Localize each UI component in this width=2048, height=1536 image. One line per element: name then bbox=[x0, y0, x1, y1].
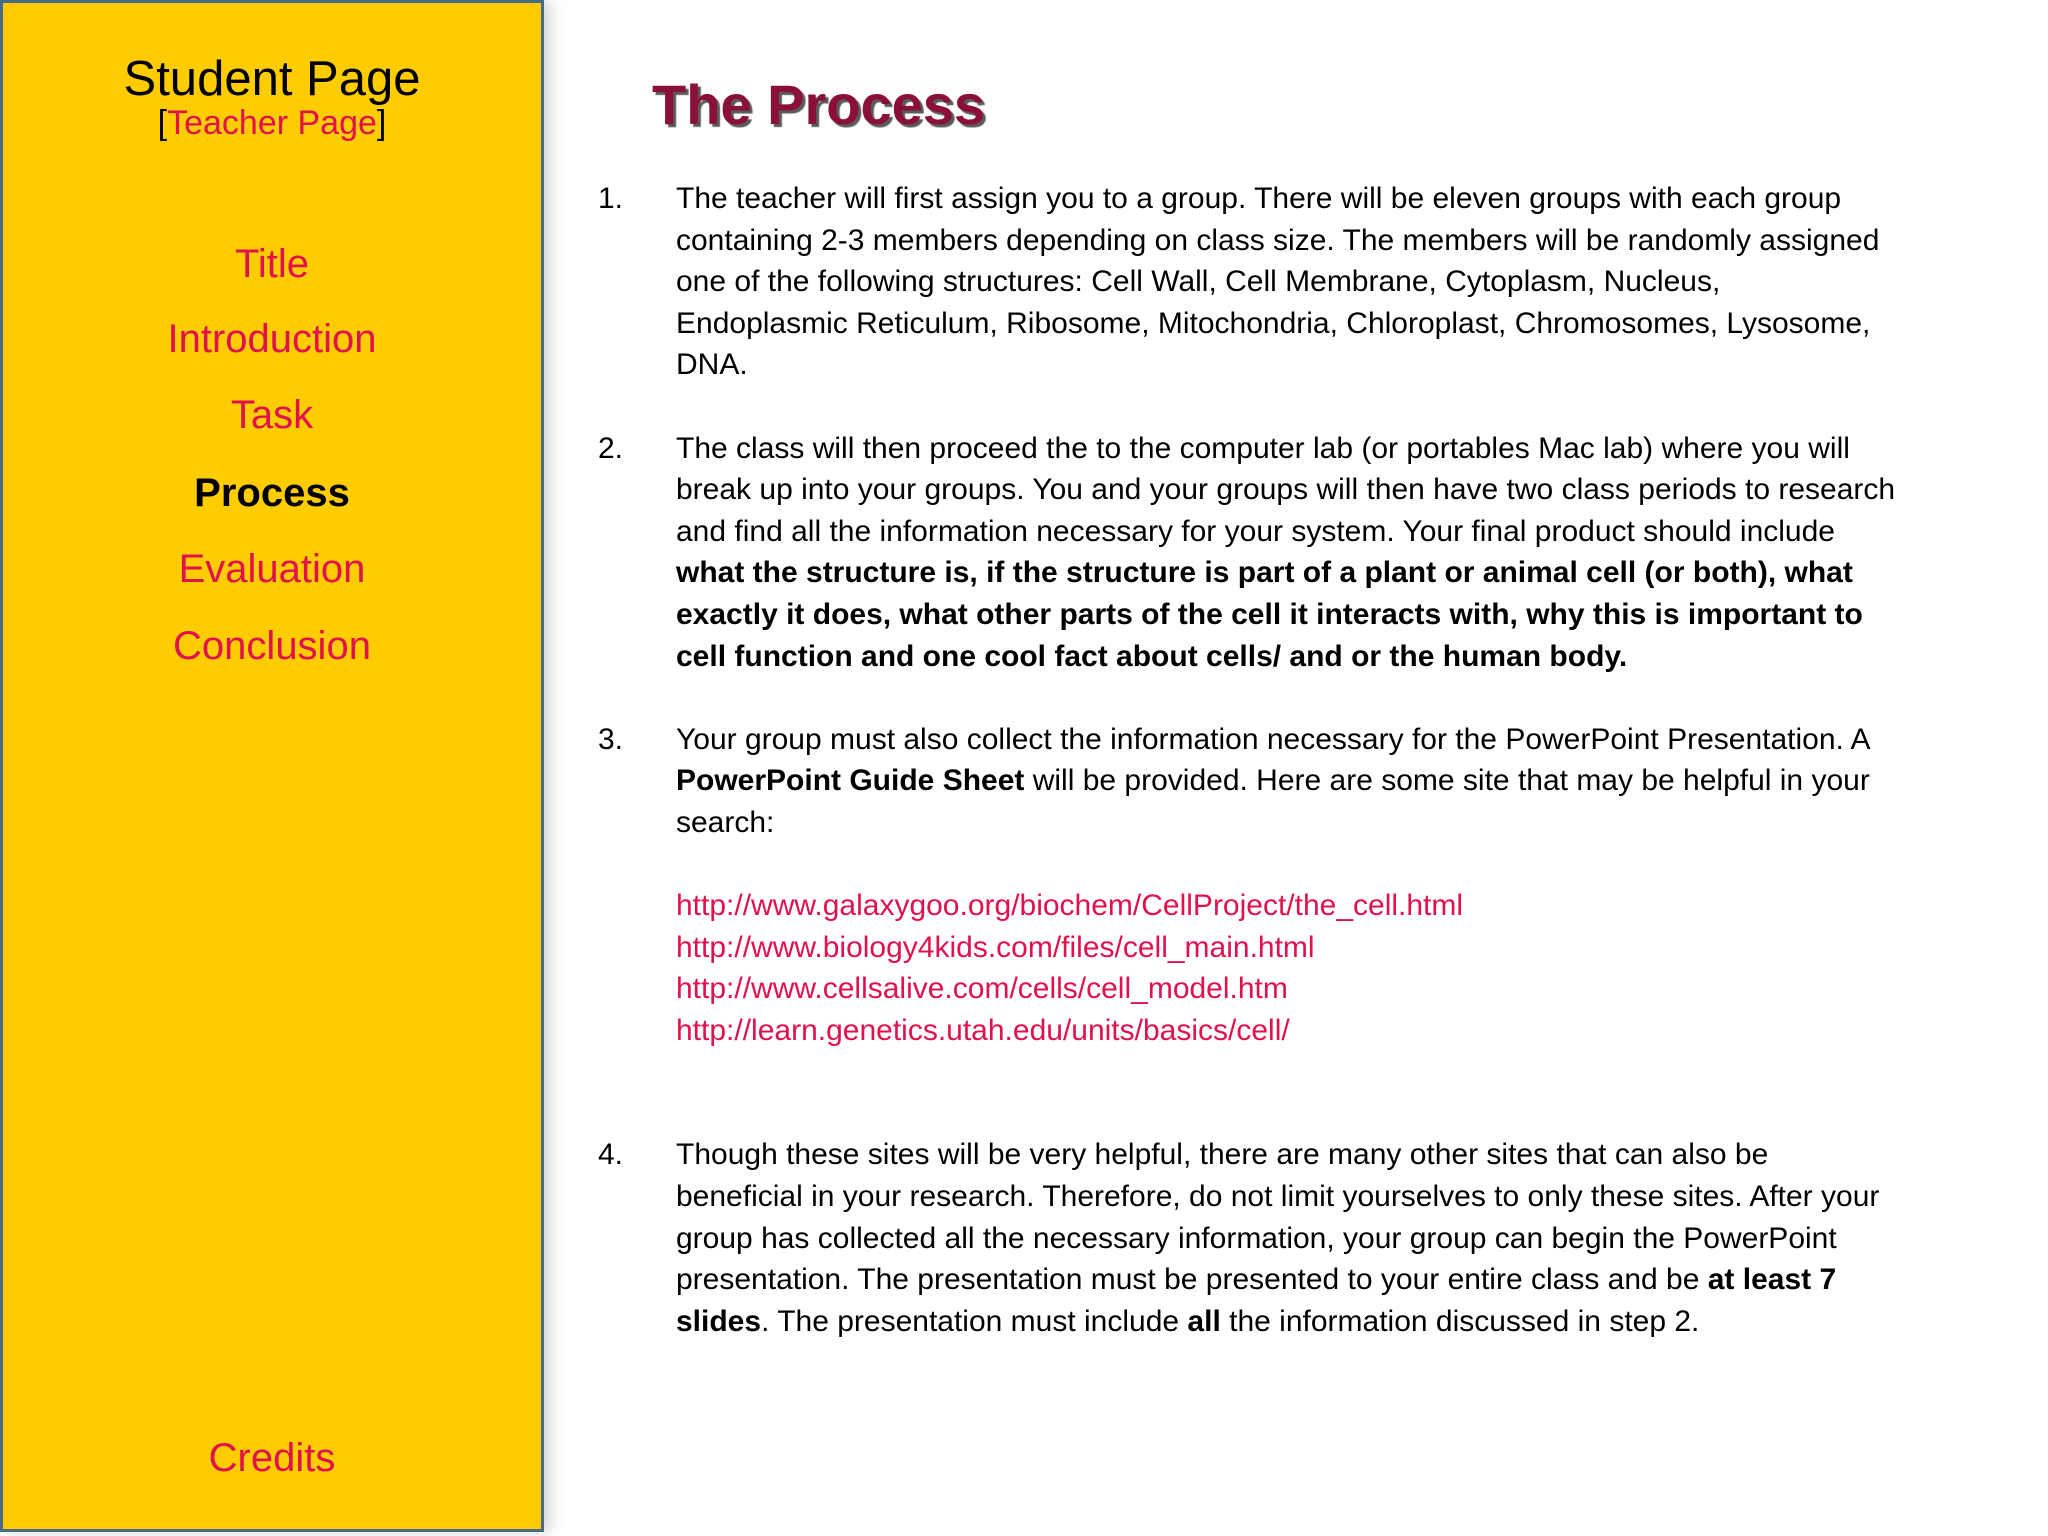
page-title: The Process bbox=[652, 73, 986, 136]
step-text-plain: The class will then proceed the to the computer lab (or portables Mac lab) where you will break up into your groups. You and your groups will then have two class periods to research and find all the information necessary for your system. Your final product should include bbox=[676, 431, 1896, 548]
step-text-plain: Though these sites will be very helpful, there are many other sites that can also be beneficial in your research. Therefore, do not limit yourselves to only these sites. After your group has collected all the necessary information, your group can begin the PowerPoint presentation. The presentation must be presented to your entire class and be bbox=[676, 1138, 1880, 1297]
step-3 bbox=[598, 719, 1898, 1052]
nav-introduction-link[interactable]: Introduction bbox=[167, 317, 377, 361]
step-text-bold: PowerPoint Guide Sheet bbox=[676, 764, 1025, 798]
resource-link[interactable]: http://www.biology4kids.com/files/cell_main.html bbox=[676, 930, 1315, 964]
bracket-close: ] bbox=[376, 104, 387, 142]
step-text: The teacher will first assign you to a group. There will be eleven groups with each group containing 2-3 members depending on class size. The members will be randomly assigned one of the following structures: Cell Wall, Cell Membrane, Cytoplasm, Nucleus, Endoplasmic Reticulum, Ribosome, Mitochondria, Chloroplast, Chromosomes, Lysosome, DNA. bbox=[676, 182, 1880, 382]
bracket-open: [ bbox=[157, 104, 168, 142]
teacher-page-line bbox=[3, 101, 541, 145]
step-number: 2. bbox=[598, 431, 624, 465]
step-text bbox=[676, 1134, 1898, 1342]
step-text bbox=[676, 719, 1898, 844]
step-text-plain: . The presentation must include bbox=[761, 1304, 1188, 1338]
resource-link[interactable]: http://www.cellsalive.com/cells/cell_model.htm bbox=[676, 972, 1288, 1006]
nav-title-link[interactable]: Title bbox=[234, 242, 310, 286]
step-4 bbox=[598, 1134, 1898, 1342]
step-text-plain: the information discussed in step 2. bbox=[1220, 1304, 1700, 1338]
step-1 bbox=[598, 178, 1898, 386]
sidebar bbox=[0, 0, 544, 1532]
step-2 bbox=[598, 428, 1898, 678]
nav-task-link[interactable]: Task bbox=[230, 393, 314, 437]
step-text-bold: what the structure is, if the structure is part of a plant or animal cell (or both), what exactly it does, what other parts of the cell it interacts with, why this is important to cell function and one cool fact about cells/ and or the human body. bbox=[676, 556, 1863, 673]
step-text-plain: Your group must also collect the information necessary for the PowerPoint Presentation. A bbox=[676, 722, 1869, 756]
step-text-bold: all bbox=[1187, 1304, 1221, 1338]
nav-conclusion-link[interactable]: Conclusion bbox=[173, 624, 371, 668]
nav-evaluation-link[interactable]: Evaluation bbox=[178, 547, 366, 591]
resource-link[interactable]: http://learn.genetics.utah.edu/units/basics/cell/ bbox=[676, 1013, 1290, 1047]
step-text bbox=[676, 428, 1898, 678]
sidebar-title: Student Page bbox=[123, 52, 421, 106]
resource-link[interactable]: http://www.galaxygoo.org/biochem/CellProject/the_cell.html bbox=[676, 889, 1464, 923]
step-number: 4. bbox=[598, 1138, 624, 1172]
resource-links bbox=[676, 885, 1898, 1051]
teacher-page-link[interactable]: Teacher Page bbox=[167, 104, 377, 142]
step-number: 3. bbox=[598, 722, 624, 756]
process-steps bbox=[598, 178, 1898, 1384]
step-text-plain: will be provided. Here are some site that may be helpful in your search: bbox=[676, 764, 1870, 839]
nav-credits-link[interactable]: Credits bbox=[208, 1436, 336, 1480]
step-text-bold: at least 7 slides bbox=[676, 1263, 1837, 1338]
step-number: 1. bbox=[598, 182, 624, 215]
nav-process-current: Process bbox=[194, 471, 350, 515]
